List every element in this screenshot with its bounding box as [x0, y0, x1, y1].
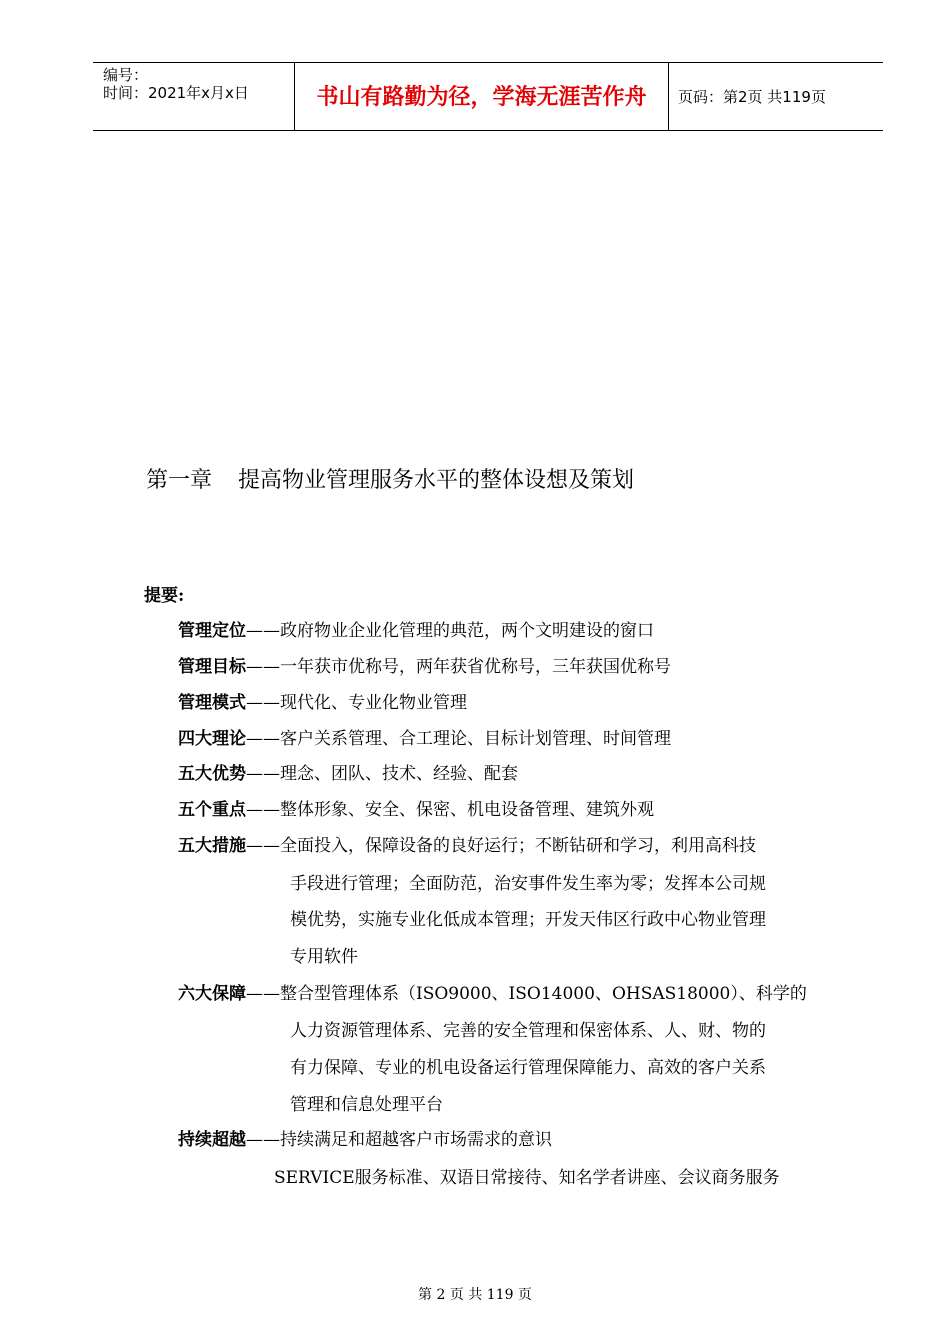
summary-text: ——整体形象、安全、保密、机电设备管理、建筑外观	[246, 800, 654, 820]
summary-term: 五大优势	[178, 764, 246, 784]
header-motto: 书山有路勤为径，学海无涯苦作舟	[316, 85, 647, 110]
summary-text: ——一年获市优称号，两年获省优称号，三年获国优称号	[246, 657, 671, 677]
summary-item	[178, 685, 467, 721]
summary-item	[178, 792, 654, 828]
summary-item	[178, 756, 518, 792]
header-page-code: 页码：第2页 共119页	[678, 88, 826, 106]
summary-text: ——政府物业企业化管理的典范，两个文明建设的窗口	[246, 621, 654, 641]
summary-text: ——整合型管理体系（ISO9000、ISO14000、OHSAS18000）、科学的	[246, 984, 807, 1004]
summary-term: 五个重点	[178, 800, 246, 820]
page-header	[93, 62, 883, 131]
document-number-label: 编号：	[103, 66, 149, 84]
summary-continuation: 人力资源管理体系、完善的安全管理和保密体系、人、财、物的	[290, 1021, 766, 1041]
summary-item	[178, 976, 807, 1012]
summary-text: ——理念、团队、技术、经验、配套	[246, 764, 518, 784]
header-motto-cell	[294, 63, 669, 130]
document-time-label: 时间：2021年x月x日	[103, 84, 249, 102]
summary-continuation: 专用软件	[290, 947, 358, 967]
summary-text: ——客户关系管理、合工理论、目标计划管理、时间管理	[246, 729, 671, 749]
summary-term: 六大保障	[178, 984, 246, 1004]
summary-term: 四大理论	[178, 729, 246, 749]
summary-text: ——现代化、专业化物业管理	[246, 693, 467, 713]
summary-item	[178, 721, 671, 757]
chapter-heading	[146, 466, 634, 496]
chapter-number: 第一章	[146, 468, 213, 493]
summary-term: 管理目标	[178, 657, 246, 677]
header-page-cell	[668, 63, 883, 130]
summary-continuation: 管理和信息处理平台	[290, 1095, 443, 1115]
summary-text: ——全面投入，保障设备的良好运行；不断钻研和学习，利用高科技	[246, 836, 756, 856]
summary-term: 管理模式	[178, 693, 246, 713]
summary-item	[178, 613, 654, 649]
summary-continuation: 模优势，实施专业化低成本管理；开发天伟区行政中心物业管理	[290, 910, 766, 930]
summary-term: 管理定位	[178, 621, 246, 641]
summary-label: 提要:	[144, 586, 185, 606]
summary-continuation: 有力保障、专业的机电设备运行管理保障能力、高效的客户关系	[290, 1058, 766, 1078]
summary-text: ——持续满足和超越客户市场需求的意识	[246, 1130, 552, 1150]
summary-item	[178, 649, 671, 685]
summary-continuation: 手段进行管理；全面防范，治安事件发生率为零；发挥本公司规	[290, 874, 766, 894]
page-footer: 第 2 页 共 119 页	[418, 1287, 532, 1303]
summary-item	[178, 1122, 552, 1158]
summary-item	[178, 828, 756, 864]
header-meta-cell	[93, 63, 294, 130]
summary-term: 五大措施	[178, 836, 246, 856]
summary-term: 持续超越	[178, 1130, 246, 1150]
chapter-title: 提高物业管理服务水平的整体设想及策划	[238, 468, 635, 493]
service-standards-line: SERVICE服务标准、双语日常接待、知名学者讲座、会议商务服务	[274, 1168, 780, 1188]
